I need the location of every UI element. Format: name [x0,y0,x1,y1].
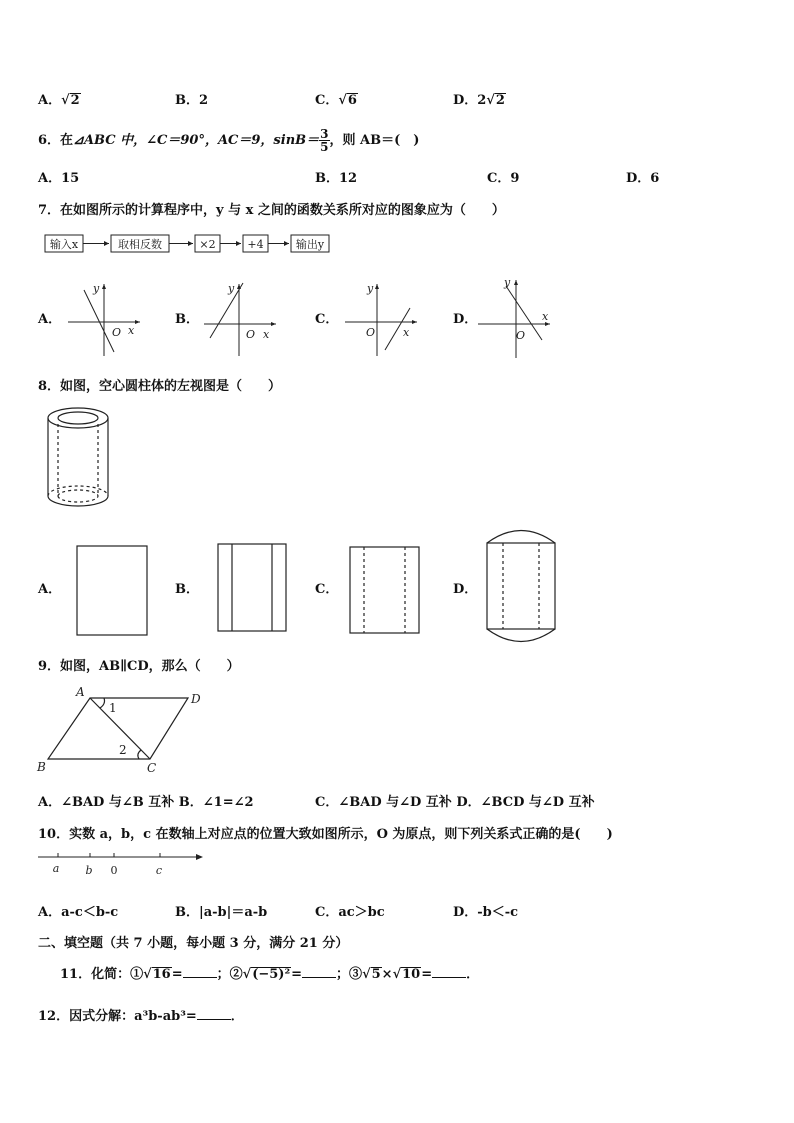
q10-option-c: C．ac＞bc [315,905,385,920]
q8-option-a: A． [38,582,62,597]
q6-fraction: $\frac{3}{5}$ [320,127,329,154]
q11-blank-1[interactable] [183,966,217,978]
numline-zero: 0 [110,864,118,877]
q6-option-d: D．6 [626,171,660,186]
q12-stem: 12．因式分解：a³b-ab³= ． [38,1009,244,1024]
q5-option-a: A．√2 [38,93,80,108]
numline-c: c [155,864,163,877]
q9-label-b: B [37,760,46,774]
flow-negate: 取相反数 [118,238,162,251]
graph-d-x: x [542,310,549,323]
q9-label-a: A [76,685,85,699]
q7-option-b: B． [175,312,199,327]
q10-option-b: B．|a-b|＝a-b [175,905,268,920]
q10-option-a: A．a-c＜b-c [38,905,119,920]
q10-stem: 10．实数 a，b，c 在数轴上对应点的位置大致如图所示，O 为原点，则下列关系式正确的是( ) [38,827,613,842]
q6-option-b: B．12 [315,171,358,186]
q5-option-b: B．2 [175,93,209,108]
q6-option-c: C．9 [487,171,520,186]
numline-a: a [52,862,60,875]
q10-option-d: D．-b＜-c [453,905,519,920]
graph-d-origin: O [516,329,526,342]
numline-b: b [85,864,93,877]
graph-b-x: x [263,328,270,341]
q9-options-left: A．∠BAD 与∠B 互补 B．∠1=∠2 [38,795,254,810]
q11-blank-3[interactable] [432,966,466,978]
graph-c-x: x [403,326,410,339]
q8-option-d: D． [453,582,478,597]
q8-option-b: B． [175,582,199,597]
graph-d-y: y [504,276,511,289]
q7-stem: 7．在如图所示的计算程序中，y 与 x 之间的函数关系所对应的图象应为（ ） [38,203,505,218]
flow-input: 输入x [49,238,79,251]
flow-times2: ×2 [199,238,216,251]
q7-option-d: D． [453,312,478,327]
q7-option-a: A． [38,312,62,327]
graph-a-y: y [93,282,100,295]
flow-output: 输出y [295,238,325,251]
q9-angle-1: 1 [109,701,117,715]
graph-b-origin: O [246,328,256,341]
q8-stem: 8．如图，空心圆柱体的左视图是（ ） [38,379,282,394]
q5-option-c: C．√6 [315,93,357,108]
section-2-title: 二、填空题（共 7 小题，每小题 3 分，满分 21 分） [38,936,349,951]
q11-stem: 11．化简：①√16= ；②√(−5)²= ；③√5×√10= ． [60,967,480,982]
graph-c-origin: O [366,326,376,339]
flow-plus4: +4 [247,238,264,251]
q8-option-c: C． [315,582,339,597]
graph-b-y: y [228,282,235,295]
q11-blank-2[interactable] [302,966,336,978]
q9-stem: 9．如图，AB∥CD，那么（ ） [38,659,240,674]
graph-a-origin: O [112,326,122,339]
q12-blank[interactable] [197,1008,231,1020]
graph-c-y: y [367,282,374,295]
q9-options-right: C．∠BAD 与∠D 互补 D．∠BCD 与∠D 互补 [315,795,595,810]
q9-label-d: D [191,692,201,706]
graph-a-x: x [128,324,135,337]
q6-option-a: A．15 [38,171,80,186]
q5-option-d: D．2√2 [453,93,505,108]
q9-label-c: C [147,761,157,775]
q6-stem: 6．在⊿ABC 中，∠C＝90°，AC＝9，sinB＝ $\frac{3}{5}$ ，则 AB＝( ) [38,127,420,154]
q7-option-c: C． [315,312,339,327]
q9-angle-2: 2 [119,743,127,757]
